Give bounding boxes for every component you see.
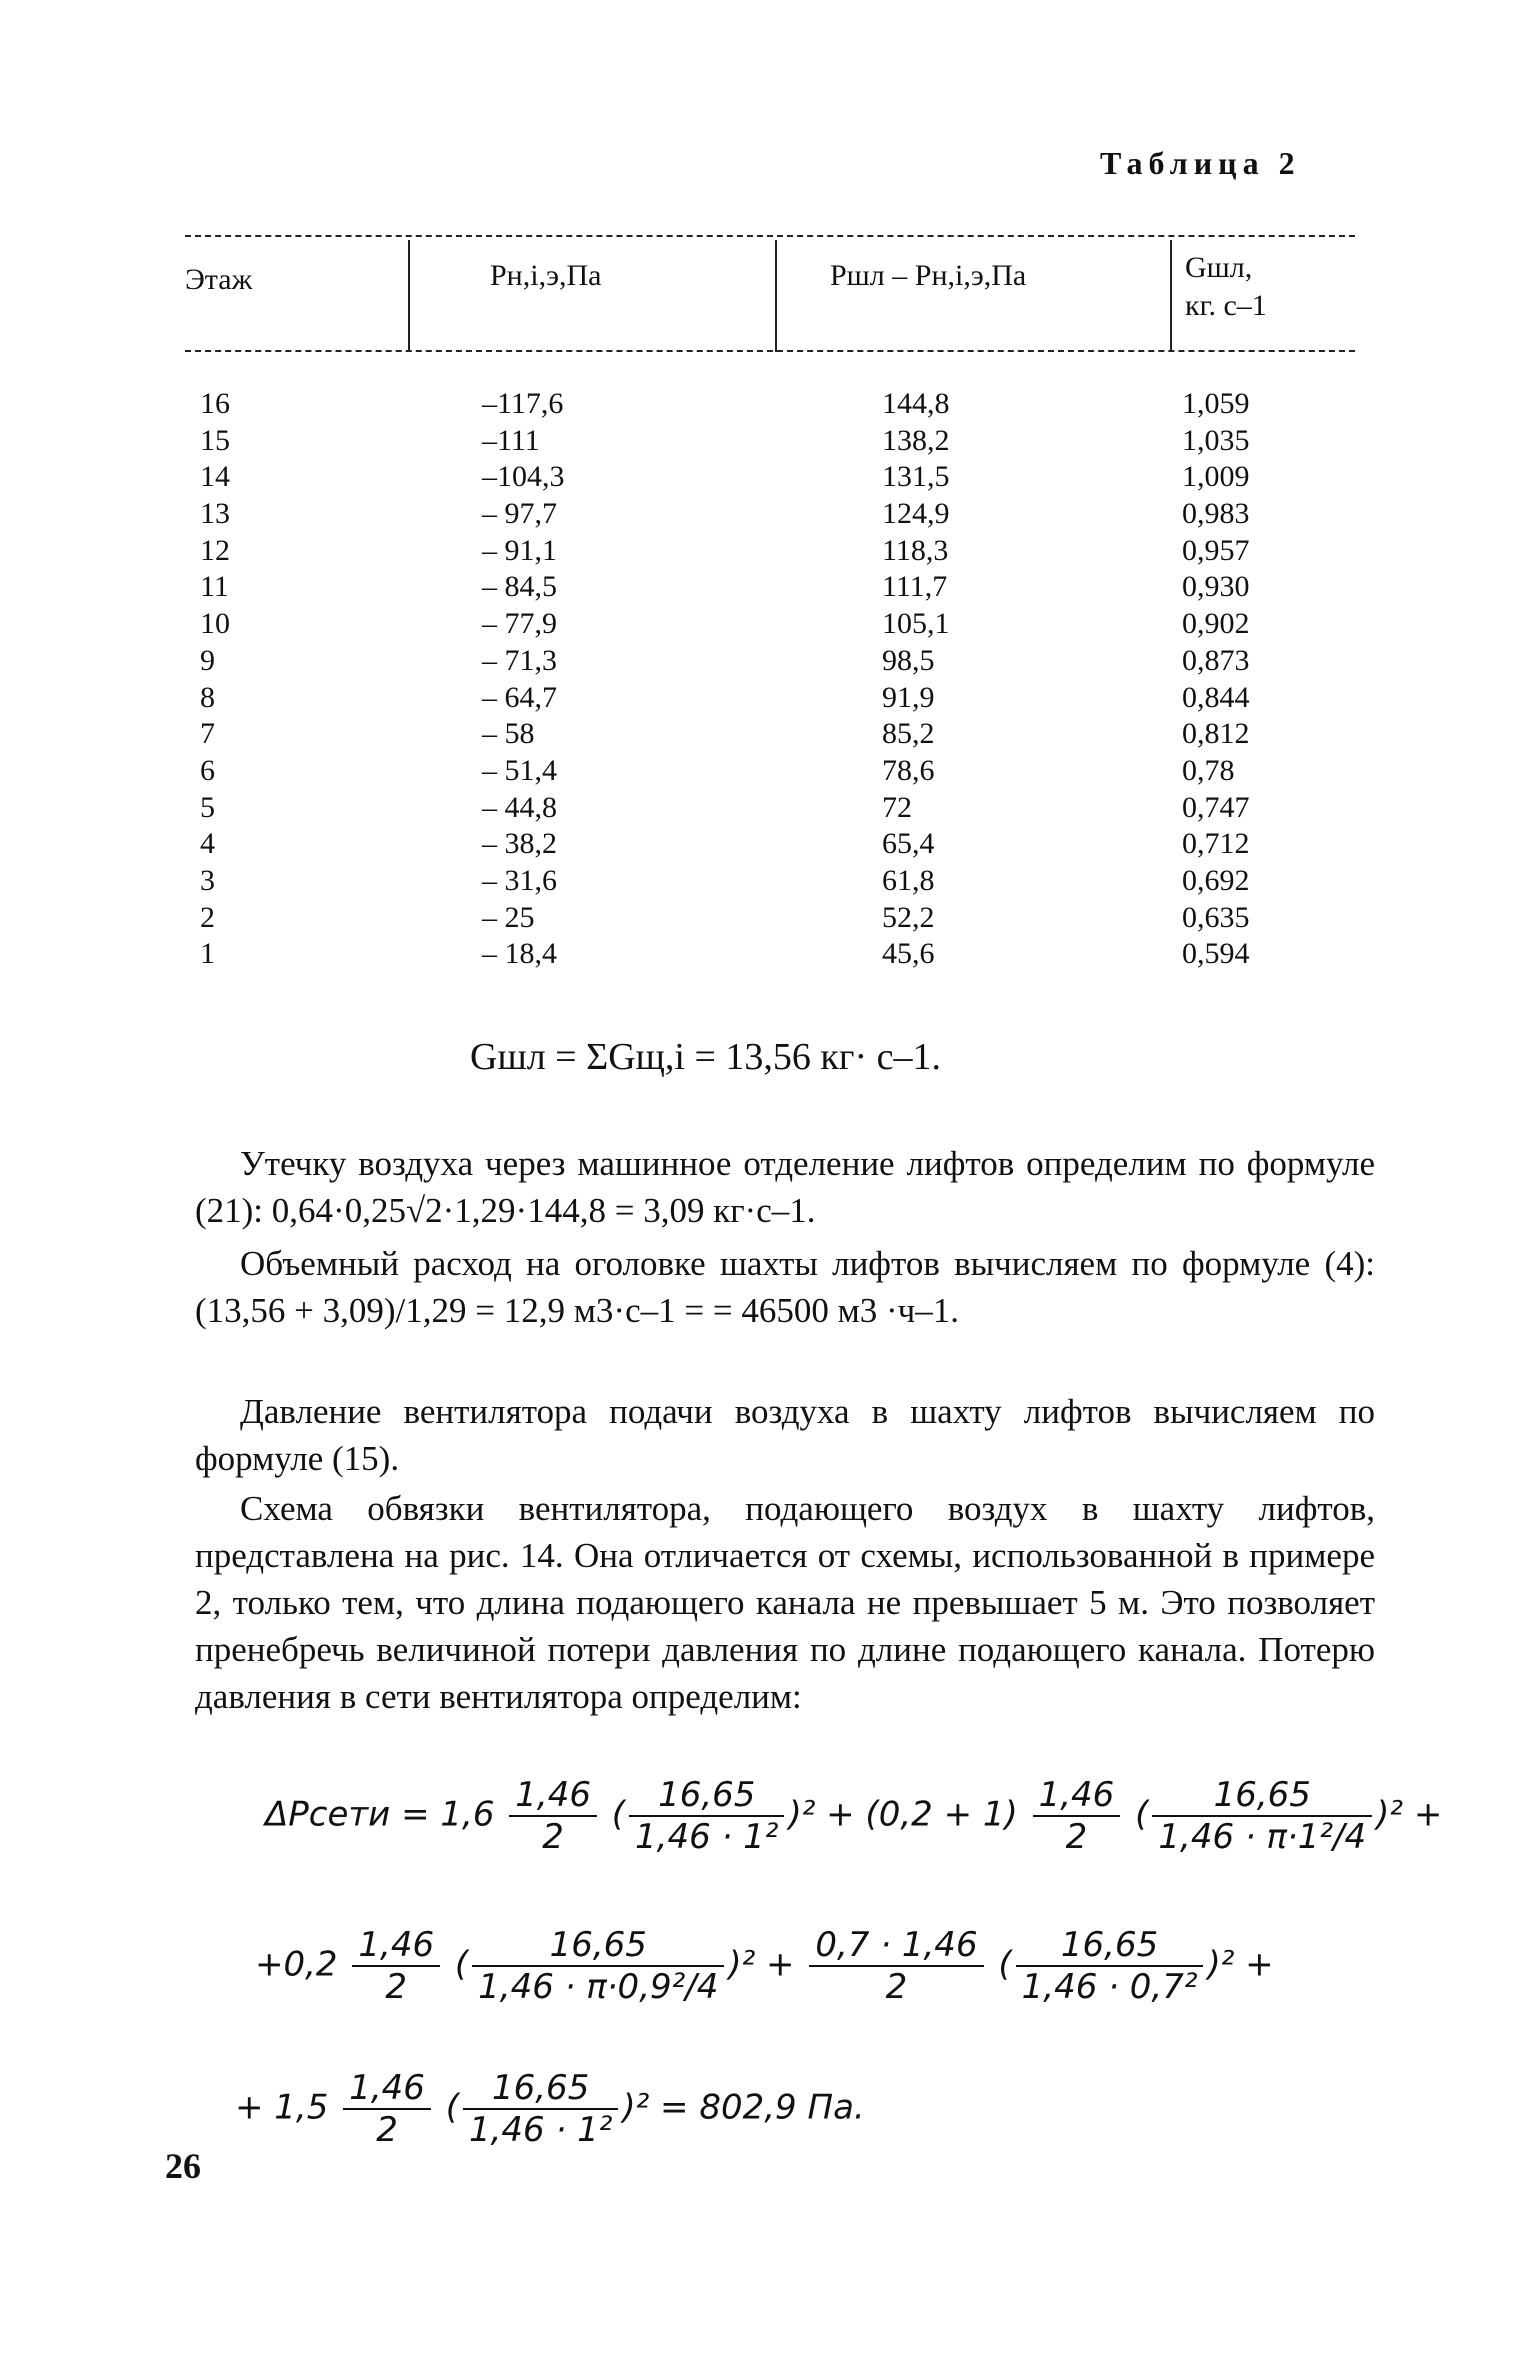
pressure-loss-formula-line-2: +0,2 $\frac{1,46}{2}$ ( $\frac{16,65}{\text{1,46 · π·0,9²/4}}$ )² + $\frac{0,7 \cdot 1,46}{2}$ ( $\frac{16,65}{\text{1,46 · 0,7²}}$ )² +	[255, 1925, 1274, 2007]
table-cell: 0,635	[1182, 900, 1250, 934]
table-cell: 0,873	[1182, 643, 1250, 677]
table-cell: 0,844	[1182, 680, 1250, 714]
header-g-unit: кг. с–1	[1185, 289, 1267, 322]
table-cell: –117,6	[482, 387, 564, 420]
table-cell: 9	[200, 643, 215, 677]
table-cell: 10	[200, 607, 230, 641]
table-cell: 105,1	[882, 607, 950, 641]
table-cell: 5	[200, 790, 215, 824]
table-cell: – 38,2	[482, 827, 557, 861]
table-cell: 0,957	[1182, 533, 1250, 567]
table-cell: –104,3	[482, 460, 565, 494]
table-cell: 72	[882, 790, 912, 824]
table-cell: 144,8	[882, 387, 950, 420]
table-cell: 12	[200, 533, 230, 567]
table-cell: 8	[200, 680, 215, 714]
table-cell: 1,035	[1182, 423, 1250, 457]
table-cell: 0,812	[1182, 717, 1250, 751]
table-cell: – 25	[482, 900, 535, 934]
table-cell: 1,009	[1182, 460, 1250, 494]
table-cell: 7	[200, 717, 215, 751]
table-cell: 15	[200, 423, 230, 457]
header-p-n: Pн,i,э,Па	[490, 259, 602, 292]
table-cell: 13	[200, 497, 230, 531]
table-cell: 2	[200, 900, 215, 934]
paragraph-fan-scheme: Схема обвязки вентилятора, подающего воздух в шахту лифтов, представлена на рис. 14. Она отличается от схемы, использованной в примере 2, только тем, что длина подающего канала не превышает 5 м. Это позволяет пренебречь величиной потери давления по длине подающего канала. Потерю давления в сети вентилятора определим:	[195, 1489, 1375, 1716]
table-header-bottom-rule	[185, 350, 1355, 352]
table-cell: – 84,5	[482, 570, 557, 604]
table-cell: 61,8	[882, 863, 935, 897]
table-cell: 85,2	[882, 717, 935, 751]
table-cell: 0,594	[1182, 937, 1250, 971]
table-cell: 1,059	[1182, 387, 1250, 420]
table-cell: 0,747	[1182, 790, 1250, 824]
table-cell: 111,7	[882, 570, 948, 604]
table-cell: 14	[200, 460, 230, 494]
table-cell: 118,3	[882, 533, 949, 567]
pressure-loss-formula-line-3: + 1,5 $\frac{1,46}{2}$ ( $\frac{16,65}{\text{1,46 · 1²}}$ )² = 802,9 Па.	[235, 2068, 865, 2150]
table-cell: 16	[200, 387, 230, 420]
table-cell: 124,9	[882, 497, 950, 531]
header-g-shl: Gшл,	[1185, 251, 1253, 284]
pressure-loss-formula-line-1: ΔPсети = 1,6 $\frac{1,46}{2}$ ( $\frac{16,65}{\text{1,46 · 1²}}$ )² + (0,2 + 1) $\frac{1,46}{2}$ ( $\frac{16,65}{\text{1,46 · π·1²/4}}$ )² +	[265, 1775, 1443, 1857]
table-cell: – 51,4	[482, 753, 557, 787]
table-cell: 6	[200, 753, 215, 787]
table-cell: 0,712	[1182, 827, 1250, 861]
table-cell: 1	[200, 937, 215, 971]
table-cell: – 91,1	[482, 533, 557, 567]
paragraph-fan-pressure: Давление вентилятора подачи воздуха в шахту лифтов вычисляем по формуле (15).	[195, 1392, 1375, 1478]
table-cell: 0,902	[1182, 607, 1250, 641]
table-cell: – 97,7	[482, 497, 557, 531]
table-cell: 0,78	[1182, 753, 1235, 787]
header-delta-p: Pшл – Pн,i,э,Па	[830, 259, 1027, 292]
table-cell: – 64,7	[482, 680, 557, 714]
table-cell: – 18,4	[482, 937, 557, 971]
sum-formula: Gшл = ΣGщ,i = 13,56 кг· с–1.	[470, 1036, 941, 1078]
table-cell: 98,5	[882, 643, 935, 677]
table-cell: 91,9	[882, 680, 935, 714]
table-cell: 78,6	[882, 753, 935, 787]
column-g-shl	[1182, 386, 1250, 973]
table-col-divider-1	[408, 240, 410, 352]
table-cell: 131,5	[882, 460, 950, 494]
table-cell: 0,983	[1182, 497, 1250, 531]
table-cell: 138,2	[882, 423, 950, 457]
column-delta-p	[882, 386, 950, 973]
column-p-n	[482, 386, 565, 973]
column-floor	[200, 386, 230, 973]
paragraph-volume-flow: Объемный расход на оголовке шахты лифтов вычисляем по формуле (4): (13,56 + 3,09)/1,29 = 12,9 м3·с–1 = = 46500 м3 ·ч–1.	[195, 1244, 1375, 1330]
table-cell: – 58	[482, 717, 535, 751]
table-cell: 11	[200, 570, 229, 604]
table-cell: 0,692	[1182, 863, 1250, 897]
table-title: Таблица 2	[1100, 145, 1301, 181]
page-number: 26	[165, 2146, 201, 2186]
header-floor: Этаж	[185, 263, 253, 296]
table-cell: 65,4	[882, 827, 935, 861]
table-cell: 3	[200, 863, 215, 897]
table-cell: 4	[200, 827, 215, 861]
table-cell: – 71,3	[482, 643, 557, 677]
table-cell: 45,6	[882, 937, 935, 971]
table-col-divider-3	[1170, 240, 1172, 352]
table-cell: –111	[482, 423, 540, 457]
table-cell: – 31,6	[482, 863, 557, 897]
table-top-rule	[185, 235, 1355, 237]
table-cell: – 44,8	[482, 790, 557, 824]
table-cell: 0,930	[1182, 570, 1250, 604]
paragraph-air-leak: Утечку воздуха через машинное отделение лифтов определим по формуле (21): 0,64·0,25√2·1,29·144,8 = 3,09 кг·с–1.	[195, 1144, 1375, 1230]
table-col-divider-2	[775, 240, 777, 352]
table-cell: 52,2	[882, 900, 935, 934]
table-cell: – 77,9	[482, 607, 557, 641]
